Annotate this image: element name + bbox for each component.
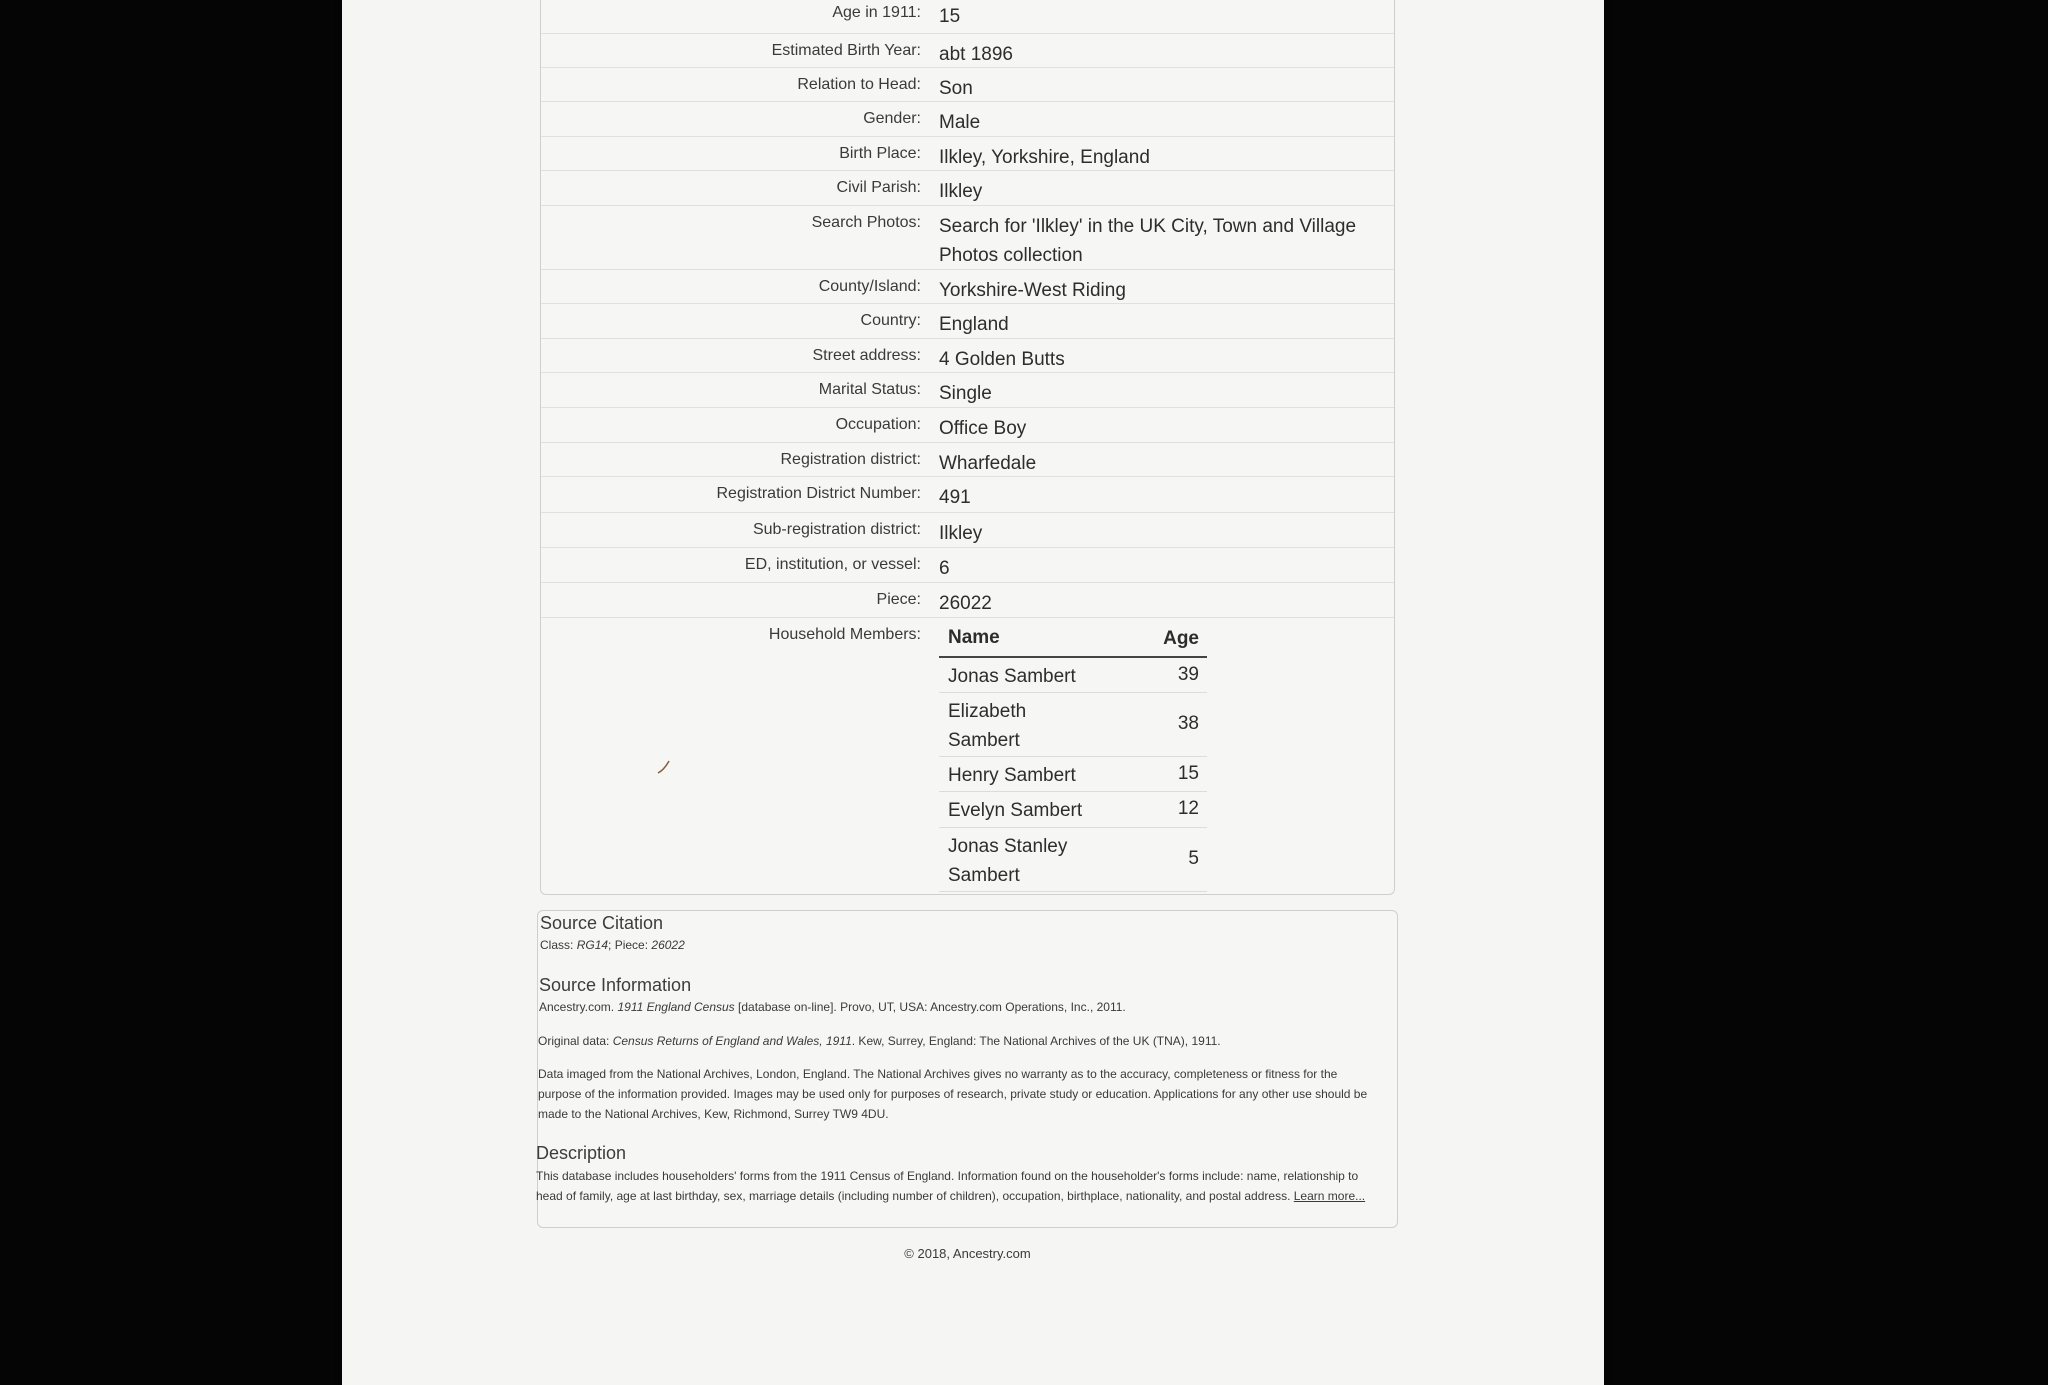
field-value: 491 [939, 487, 971, 508]
field-label: Registration district: [780, 451, 921, 468]
household-row [939, 757, 1207, 792]
field-label: Civil Parish: [836, 179, 921, 196]
field-street-address [541, 339, 1394, 373]
source-panel [537, 910, 1398, 1228]
field-label: Occupation: [835, 416, 921, 433]
field-label: Country: [860, 312, 921, 329]
citation-mid: ; Piece: [608, 938, 652, 952]
field-value: Single [939, 383, 992, 404]
field-age-in-1911 [541, 0, 1394, 34]
field-value: 4 Golden Butts [939, 349, 1065, 370]
field-value: England [939, 314, 1009, 335]
source-information-title: Source Information [539, 975, 692, 995]
field-civil-parish [541, 171, 1394, 206]
field-county-island [541, 270, 1394, 304]
household-row [939, 693, 1207, 757]
member-name[interactable]: Evelyn Sambert [948, 800, 1083, 821]
field-label: Estimated Birth Year: [771, 42, 921, 59]
field-occupation [541, 408, 1394, 443]
field-label: Gender: [863, 110, 921, 127]
field-value: Office Boy [939, 418, 1027, 439]
field-label: Age in 1911: [832, 4, 921, 21]
field-registration-district-number [541, 477, 1394, 513]
info-line1-suffix: [database on-line]. Provo, UT, USA: Ancestry.com Operations, Inc., 2011. [734, 1000, 1126, 1014]
source-citation-text [540, 935, 1385, 955]
field-value[interactable]: Ilkley, Yorkshire, England [939, 147, 1150, 168]
field-label: Search Photos: [811, 214, 921, 231]
info-line1-title: 1911 England Census [617, 1000, 735, 1014]
member-age: 38 [1177, 713, 1199, 734]
field-gender [541, 102, 1394, 137]
learn-more-link[interactable]: Learn more... [1293, 1189, 1366, 1203]
field-label: Birth Place: [839, 145, 921, 162]
info-line2-suffix: . Kew, Surrey, England: The National Archives of the UK (TNA), 1911. [851, 1034, 1221, 1048]
info-line2-title: Census Returns of England and Wales, 1911 [612, 1034, 852, 1048]
citation-class: RG14 [576, 938, 609, 952]
field-country [541, 304, 1394, 339]
member-age: 12 [1177, 798, 1199, 819]
search-photos-link[interactable]: Search for 'Ilkley' in the UK City, Town and Village Photos collection [939, 216, 1357, 266]
citation-prefix: Class: [540, 938, 577, 952]
field-value: 15 [939, 6, 961, 27]
citation-piece: 26022 [651, 938, 685, 952]
field-value: Yorkshire-West Riding [939, 280, 1126, 301]
field-piece [541, 583, 1394, 618]
field-marital-status [541, 373, 1394, 408]
member-name[interactable]: Jonas Sambert [948, 666, 1076, 687]
field-birth-place [541, 137, 1394, 171]
member-name[interactable]: Elizabeth Sambert [948, 701, 1027, 751]
household-row [939, 828, 1207, 892]
field-value: Ilkley [939, 523, 983, 544]
source-info-line-2 [538, 1031, 1383, 1051]
member-age: 39 [1177, 664, 1199, 685]
info-line1-prefix: Ancestry.com. [539, 1000, 618, 1014]
field-label: Street address: [812, 347, 921, 364]
field-value: Ilkley [939, 181, 983, 202]
info-line2-prefix: Original data: [538, 1034, 613, 1048]
member-name[interactable]: Henry Sambert [948, 765, 1076, 786]
column-header-name: Name [948, 627, 1000, 648]
source-info-line-3: Data imaged from the National Archives, London, England. The National Archives gives no warranty as to the accuracy, completeness or fitness for the purpose of the information provided. Images may be used only for purposes of research, private study or education. Applications for any other use should be made to the National Archives, Kew, Richmond, Surrey TW9 4DU. [538, 1067, 1368, 1121]
household-row [939, 658, 1207, 693]
copyright-footer: © 2018, Ancestry.com [904, 1246, 1031, 1261]
field-label: Piece: [876, 591, 921, 608]
member-age: 5 [1188, 848, 1199, 869]
field-label: Registration District Number: [716, 485, 921, 502]
field-value: abt 1896 [939, 44, 1013, 65]
member-age: 15 [1177, 763, 1199, 784]
field-label: Relation to Head: [797, 76, 921, 93]
field-label: Sub-registration district: [752, 521, 921, 538]
field-estimated-birth-year [541, 34, 1394, 68]
field-value: 6 [939, 558, 950, 579]
field-value: Wharfedale [939, 453, 1037, 474]
field-value: Son [939, 78, 973, 99]
household-row [939, 792, 1207, 828]
member-name[interactable]: Jonas Stanley Sambert [948, 836, 1068, 886]
description-text [536, 1166, 1381, 1206]
description-body: This database includes householders' forms from the 1911 Census of England. Information found on the householder's forms include: name, relationship to head of family, age at last birthday, sex, marriage details (including number of children), occupation, birthplace, nationality, and postal address. [536, 1169, 1359, 1203]
field-ed-institution-vessel [541, 548, 1394, 583]
field-label: Household Members: [768, 626, 921, 643]
column-header-age: Age [1163, 628, 1199, 649]
field-label: ED, institution, or vessel: [744, 556, 921, 573]
source-citation-title: Source Citation [540, 913, 664, 933]
field-registration-district [541, 443, 1394, 477]
field-value: 26022 [939, 593, 992, 614]
field-label: Marital Status: [818, 381, 921, 398]
field-value: Male [939, 112, 981, 133]
household-table-header [939, 622, 1207, 658]
pen-mark-icon [656, 758, 672, 776]
household-table [939, 622, 1207, 892]
field-relation-to-head [541, 68, 1394, 102]
field-sub-registration-district [541, 513, 1394, 548]
field-search-photos [541, 206, 1394, 270]
description-title: Description [536, 1143, 627, 1163]
source-info-line-1 [539, 997, 1384, 1017]
field-label: County/Island: [818, 278, 921, 295]
